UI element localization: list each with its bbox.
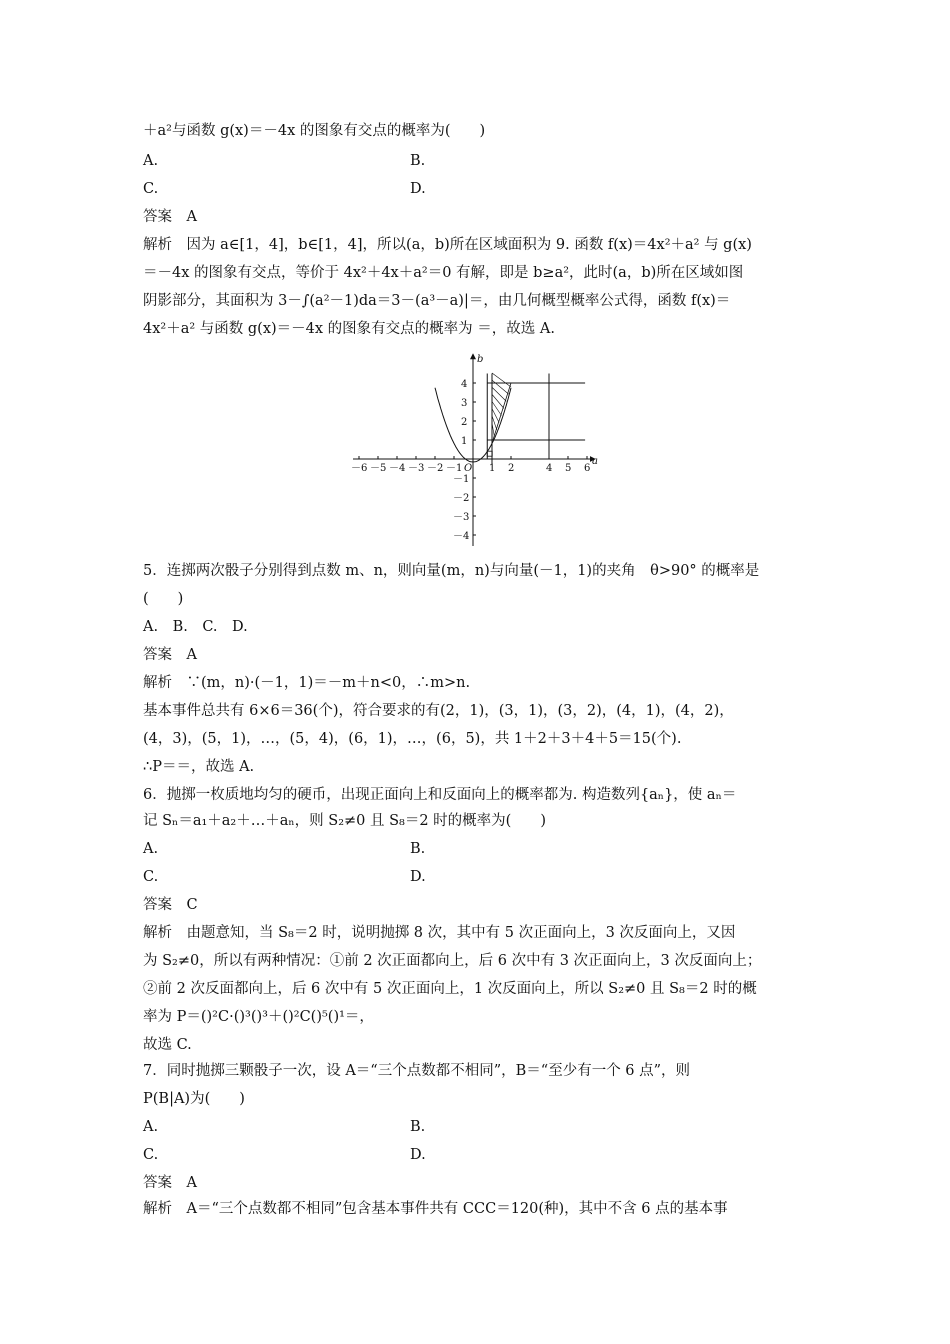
y-tick-label: －1 (453, 474, 470, 485)
q5-stem-line1: 5．连掷两次骰子分别得到点数 m、n，则向量(m，n)与向量(－1，1)的夹角 θ>90° 的概率是 (143, 563, 760, 579)
x-tick-label: 1 (489, 463, 496, 474)
q6-answer: 答案 C (143, 897, 198, 913)
q7-stem-line1: 7．同时抛掷三颗骰子一次，设 A＝“三个点数都不相同”，B＝“至少有一个 6 点”，则 (143, 1063, 691, 1079)
q4-option-b: B. (410, 153, 426, 169)
q4-stem-tail: ＋a²与函数 g(x)＝－4x 的图象有交点的概率为( ) (143, 123, 486, 139)
q4-option-d: D. (410, 181, 426, 197)
q6-option-c: C. (143, 869, 159, 885)
q4-analysis-line4: 4x²＋a² 与函数 g(x)＝－4x 的图象有交点的概率为 ＝，故选 A. (143, 321, 555, 337)
x-tick-label: －4 (389, 463, 406, 474)
x-tick-label: 4 (546, 463, 553, 474)
q4-option-c: C. (143, 181, 159, 197)
parabola-region-figure (345, 350, 605, 550)
q6-analysis-line5: 故选 C. (143, 1037, 192, 1053)
q5-answer: 答案 A (143, 647, 197, 663)
q4-option-a: A. (143, 153, 159, 169)
q6-option-b: B. (410, 841, 426, 857)
q6-analysis-line4: 率为 P＝()²C·()³()³＋()²C()⁵()¹＝， (143, 1009, 374, 1025)
q7-option-a: A. (143, 1119, 159, 1135)
x-tick-label: 2 (508, 463, 515, 474)
hatch-line (492, 387, 506, 401)
q6-option-d: D. (410, 869, 426, 885)
q5-analysis-line1: 解析 ∵(m，n)·(－1，1)＝－m＋n<0，∴m>n. (143, 675, 471, 691)
hatch-line (492, 373, 511, 387)
q7-answer: 答案 A (143, 1175, 197, 1191)
q4-analysis-line2: ＝－4x 的图象有交点，等价于 4x²＋4x＋a²＝0 有解，即是 b≥a²，此时(a，b)所在区域如图 (143, 265, 744, 281)
q6-analysis-line2: 为 S₂≠0，所以有两种情况：①前 2 次正面都向上，后 6 次中有 3 次正面向上，3 次反面向上； (143, 953, 762, 969)
x-axis-label: a (592, 456, 598, 467)
x-tick-label: －5 (370, 463, 387, 474)
x-tick-label: －6 (351, 463, 368, 474)
q7-option-b: B. (410, 1119, 426, 1135)
hatch-line (492, 380, 509, 394)
q5-analysis-line2: 基本事件总共有 6×6＝36(个)，符合要求的有(2，1)，(3，1)，(3，2)，(4，1)，(4，2)， (143, 703, 734, 719)
x-tick-label: 6 (584, 463, 591, 474)
shaded-region (492, 373, 511, 444)
q4-analysis-line3: 阴影部分，其面积为 3－∫(a²－1)da＝3－(a³－a)|＝，由几何概型概率公式得，函数 f(x)＝ (143, 293, 731, 309)
q6-stem-line2: 记 Sₙ＝a₁＋a₂＋…＋aₙ，则 S₂≠0 且 S₈＝2 时的概率为( ) (143, 813, 546, 829)
q7-analysis-line1: 解析 A＝“三个点数都不相同”包含基本事件共有 CCC＝120(种)，其中不含 6 点的基本事 (143, 1201, 728, 1217)
q7-option-c: C. (143, 1147, 159, 1163)
x-tick-label: －3 (408, 463, 425, 474)
y-tick-label: 2 (461, 417, 468, 428)
x-tick-label: O (464, 463, 473, 474)
q6-analysis-line1: 解析 由题意知，当 S₈＝2 时，说明抛掷 8 次，其中有 5 次正面向上，3 次反面向上，又因 (143, 925, 736, 941)
axis-ticks (351, 379, 590, 542)
q7-stem-line2: P(B|A)为( ) (143, 1091, 245, 1107)
y-tick-label: 4 (461, 379, 468, 390)
x-tick-label: 5 (565, 463, 572, 474)
q5-analysis-line4: ∴P＝＝，故选 A. (143, 759, 255, 775)
q6-stem-line1: 6．抛掷一枚质地均匀的硬币，出现正面向上和反面向上的概率都为. 构造数列{aₙ}，使 aₙ＝ (143, 787, 737, 803)
q5-stem-line2: ( ) (143, 591, 184, 607)
q4-answer: 答案 A (143, 209, 197, 225)
q4-analysis-line1: 解析 因为 a∈[1，4]，b∈[1，4]，所以(a，b)所在区域面积为 9. 函数 f(x)＝4x²＋a² 与 g(x) (143, 237, 752, 253)
q5-options: A. B. C. D. (143, 619, 248, 635)
q6-option-a: A. (143, 841, 159, 857)
shade-outline (492, 383, 511, 440)
y-tick-label: －4 (453, 531, 470, 542)
y-tick-label: 1 (461, 436, 468, 447)
q5-analysis-line3: (4，3)，(5，1)，…，(5，4)，(6，1)，…，(6，5)，共 1＋2＋3＋4＋5＝15(个). (143, 731, 682, 747)
y-axis-label: b (477, 354, 484, 365)
q6-analysis-line3: ②前 2 次反面都向上，后 6 次中有 5 次正面向上，1 次反面向上，所以 S₂≠0 且 S₈＝2 时的概 (143, 981, 757, 997)
x-tick-label: －2 (427, 463, 444, 474)
y-tick-label: －3 (453, 512, 470, 523)
x-tick-label: －1 (446, 463, 463, 474)
hatch-line (492, 394, 504, 408)
q7-option-d: D. (410, 1147, 426, 1163)
y-tick-label: 3 (461, 398, 468, 409)
y-tick-label: －2 (453, 493, 470, 504)
